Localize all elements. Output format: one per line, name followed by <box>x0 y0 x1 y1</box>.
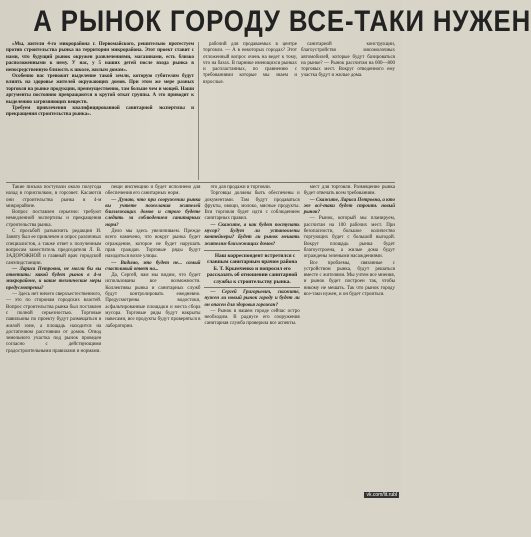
article-paragraph: Да, Сергей, нам мы видим, что будет использованы все возможности. Коллективы рынка и санитарных служб будут контролировать ежедневно. Предусмотрены водостоки, асфальтированные площадки и места сбора мусора. Торговые ряды будут накрыты навесами, все продукты будут проверяться в лаборатории. <box>105 273 201 329</box>
lead-paragraph: «Мы, жители 4-го микрорайона г. Первомайского, решительно протестуем против строительства рынка на территории микрорайона. Этот проект ставит с нами, что будущий рынок окружен развлечениями, магазинами, есть близко расположенными к нему. У нас, у 5 наших детей после входа рынка в непосредственную близость к школе, жилым домам». <box>6 42 194 73</box>
article-paragraph: — Рынок, который мы планируем, рассчитан на 100 рабочих мест. При безопасности, большое количество торгующих будет с большой выгодой. Вокруг площадь рынка будет благоустроена, а жилые дома будут ограждены зелеными насаждениями. <box>303 216 395 260</box>
interview-question: — Думаю, что при сооружении рынка вы учтете пожелания жителей близлежащих домов и строго будете следить за соблюдением санитарных норм? <box>105 197 201 228</box>
article-body <box>6 185 395 537</box>
interview-question: — Лариса Петровна, не могли бы вы ответить: какой будет рынок в 4-м микрорайоне, и какие технические меры предусмотрены? <box>6 266 102 291</box>
article-paragraph: С просьбой разъяснить редакция И. Заняту был ее привлечен и опрос различных специалистов, а также ответ к полученным вопросам заместитель председателя Л. В. ЗАДОРОЖНОЙ и главный врач городской санэпидстанции. <box>6 229 102 266</box>
interview-question: — Сергей Григорьевич, скажите, нужен ли новый рынок городу и будет ли он опасен для здоровья горожан? <box>204 290 300 308</box>
top-right-col-b <box>301 42 395 178</box>
article-paragraph: Такие письма поступали около полугода назад в горисполком, в горсовет. Касаются они строительства рынка в 4-м микрорайоне. <box>6 185 102 209</box>
headline: А РЫНОК ГОРОДУ ВСЕ-ТАКИ НУЖЕН <box>33 5 531 38</box>
interview-question: — Скажите, Лариса Петровна, а кто же всё-таки будет строить новый рынок? <box>303 197 395 216</box>
article-paragraph: санитарной конструкции, благоустройство мясомолочных автомобилей, которые будут базироваться на рынке? — Рынок рассчитан на 600—800 торговых мест. Вокруг отведенного ему участка будут и жилые дома. <box>301 42 395 79</box>
article-paragraph: это для продажи и торговли. <box>210 185 271 190</box>
article-column-1 <box>6 185 101 537</box>
interview-question: — Скажите, а как будет поступать мусор? Будут ли установлены контейнеры? Будет ли рынок мешать жителям близлежащих домов? <box>204 222 300 247</box>
article-column-2 <box>105 185 200 537</box>
interview-question: — Видимо, это будет не... самый счастливый ответ на... <box>105 260 201 272</box>
top-right-columns <box>199 42 395 180</box>
section-intro: Наш корреспондент встретился с главным санитарным врачом района Б. Т. Крымченко и попросил его рассказать об отношении санитарной службы к строительству рынка. <box>206 252 298 285</box>
section-divider <box>204 287 299 288</box>
article-paragraph: Все проблемы, связанные с устройством рынка, будут решаться вместе с жителями. Мы учтем все мнения, и рынок будет построен так, чтобы никому не мешать. Так что рынок городу все-таки нужен, и он будет строиться. <box>303 260 395 298</box>
article-paragraph: мест для торговли. Размещение рынка будет отвечать всем требованиям. <box>303 185 395 197</box>
article-column-4 <box>304 185 395 537</box>
watermark: vk.com/lit.rubl <box>366 492 397 498</box>
article-paragraph: Торговцы должны быть обеспечены и документами. Там будут продаваться фрукты, овощи, молоко, мясные продукты. Вся торговля будет идти с соблюдением санитарных правил. <box>204 191 300 222</box>
article-paragraph: — Рынок в нашем городе сейчас остро необходим. В радиусе его сооружения санитарная служба проверила все аспекты. <box>204 308 300 327</box>
article-paragraph: Вопрос поставлен серьезно: требуют немедленной экспертизы и прекращения строительства рынка. <box>6 210 102 228</box>
section-divider <box>204 250 299 251</box>
lead-section <box>6 42 395 180</box>
lead-paragraph: Особенно нас тревожит выделение такой земли, которую губителям будут влиять на здоровье жителей окружающих домов. При этом же мере разных торговля на рынке продукции, преимущественно, там больше чем и мощей. Наши аргументы постоянно превращаются в крутой откат группы. А это приводит к выделению загрязняющих веществ. <box>6 74 194 105</box>
section-divider <box>6 182 395 183</box>
article-paragraph: пещи инспекцию и будет исполнено для обеспечения его санитарных норм. <box>105 185 201 197</box>
article-column-3 <box>204 185 299 537</box>
lead-paragraph: Требуем привлечения квалифицированной санитарной экспертизы и прекращения строительства рынка». <box>6 106 194 118</box>
lead-letter <box>6 42 199 180</box>
article-paragraph: рабочий для продаваемых в центре торговли. — А в некоторых городах? Этот отложенный вопрос очень на ведет к тому, что на базах. В парнике имеющихся рынках и распластанных, по сравнению с требованиями которые мы знаем и взрослые. <box>203 42 297 85</box>
top-right-col-a <box>203 42 297 178</box>
article-paragraph: Дело мы здесь увеличиваем. Прежде всего намечено, что вокруг рынка будет ограждение, которое не будет нарушать прав граждан. Торговые ряды будут находиться возле улицы. <box>105 229 201 260</box>
article-paragraph: — Здесь нет ничего сверхъестественного, — это по сторонам городских властей. Вопрос строительства рынка был поставлен с полной серьезностью. Торговые павильоны по проекту будут размещаться в жилой зоне, а площадь находится на достаточном расстоянии от домов. Отвод земельного участка под рынок проведен согласно с действующими градостроительными правилами и нормами. <box>6 292 102 354</box>
